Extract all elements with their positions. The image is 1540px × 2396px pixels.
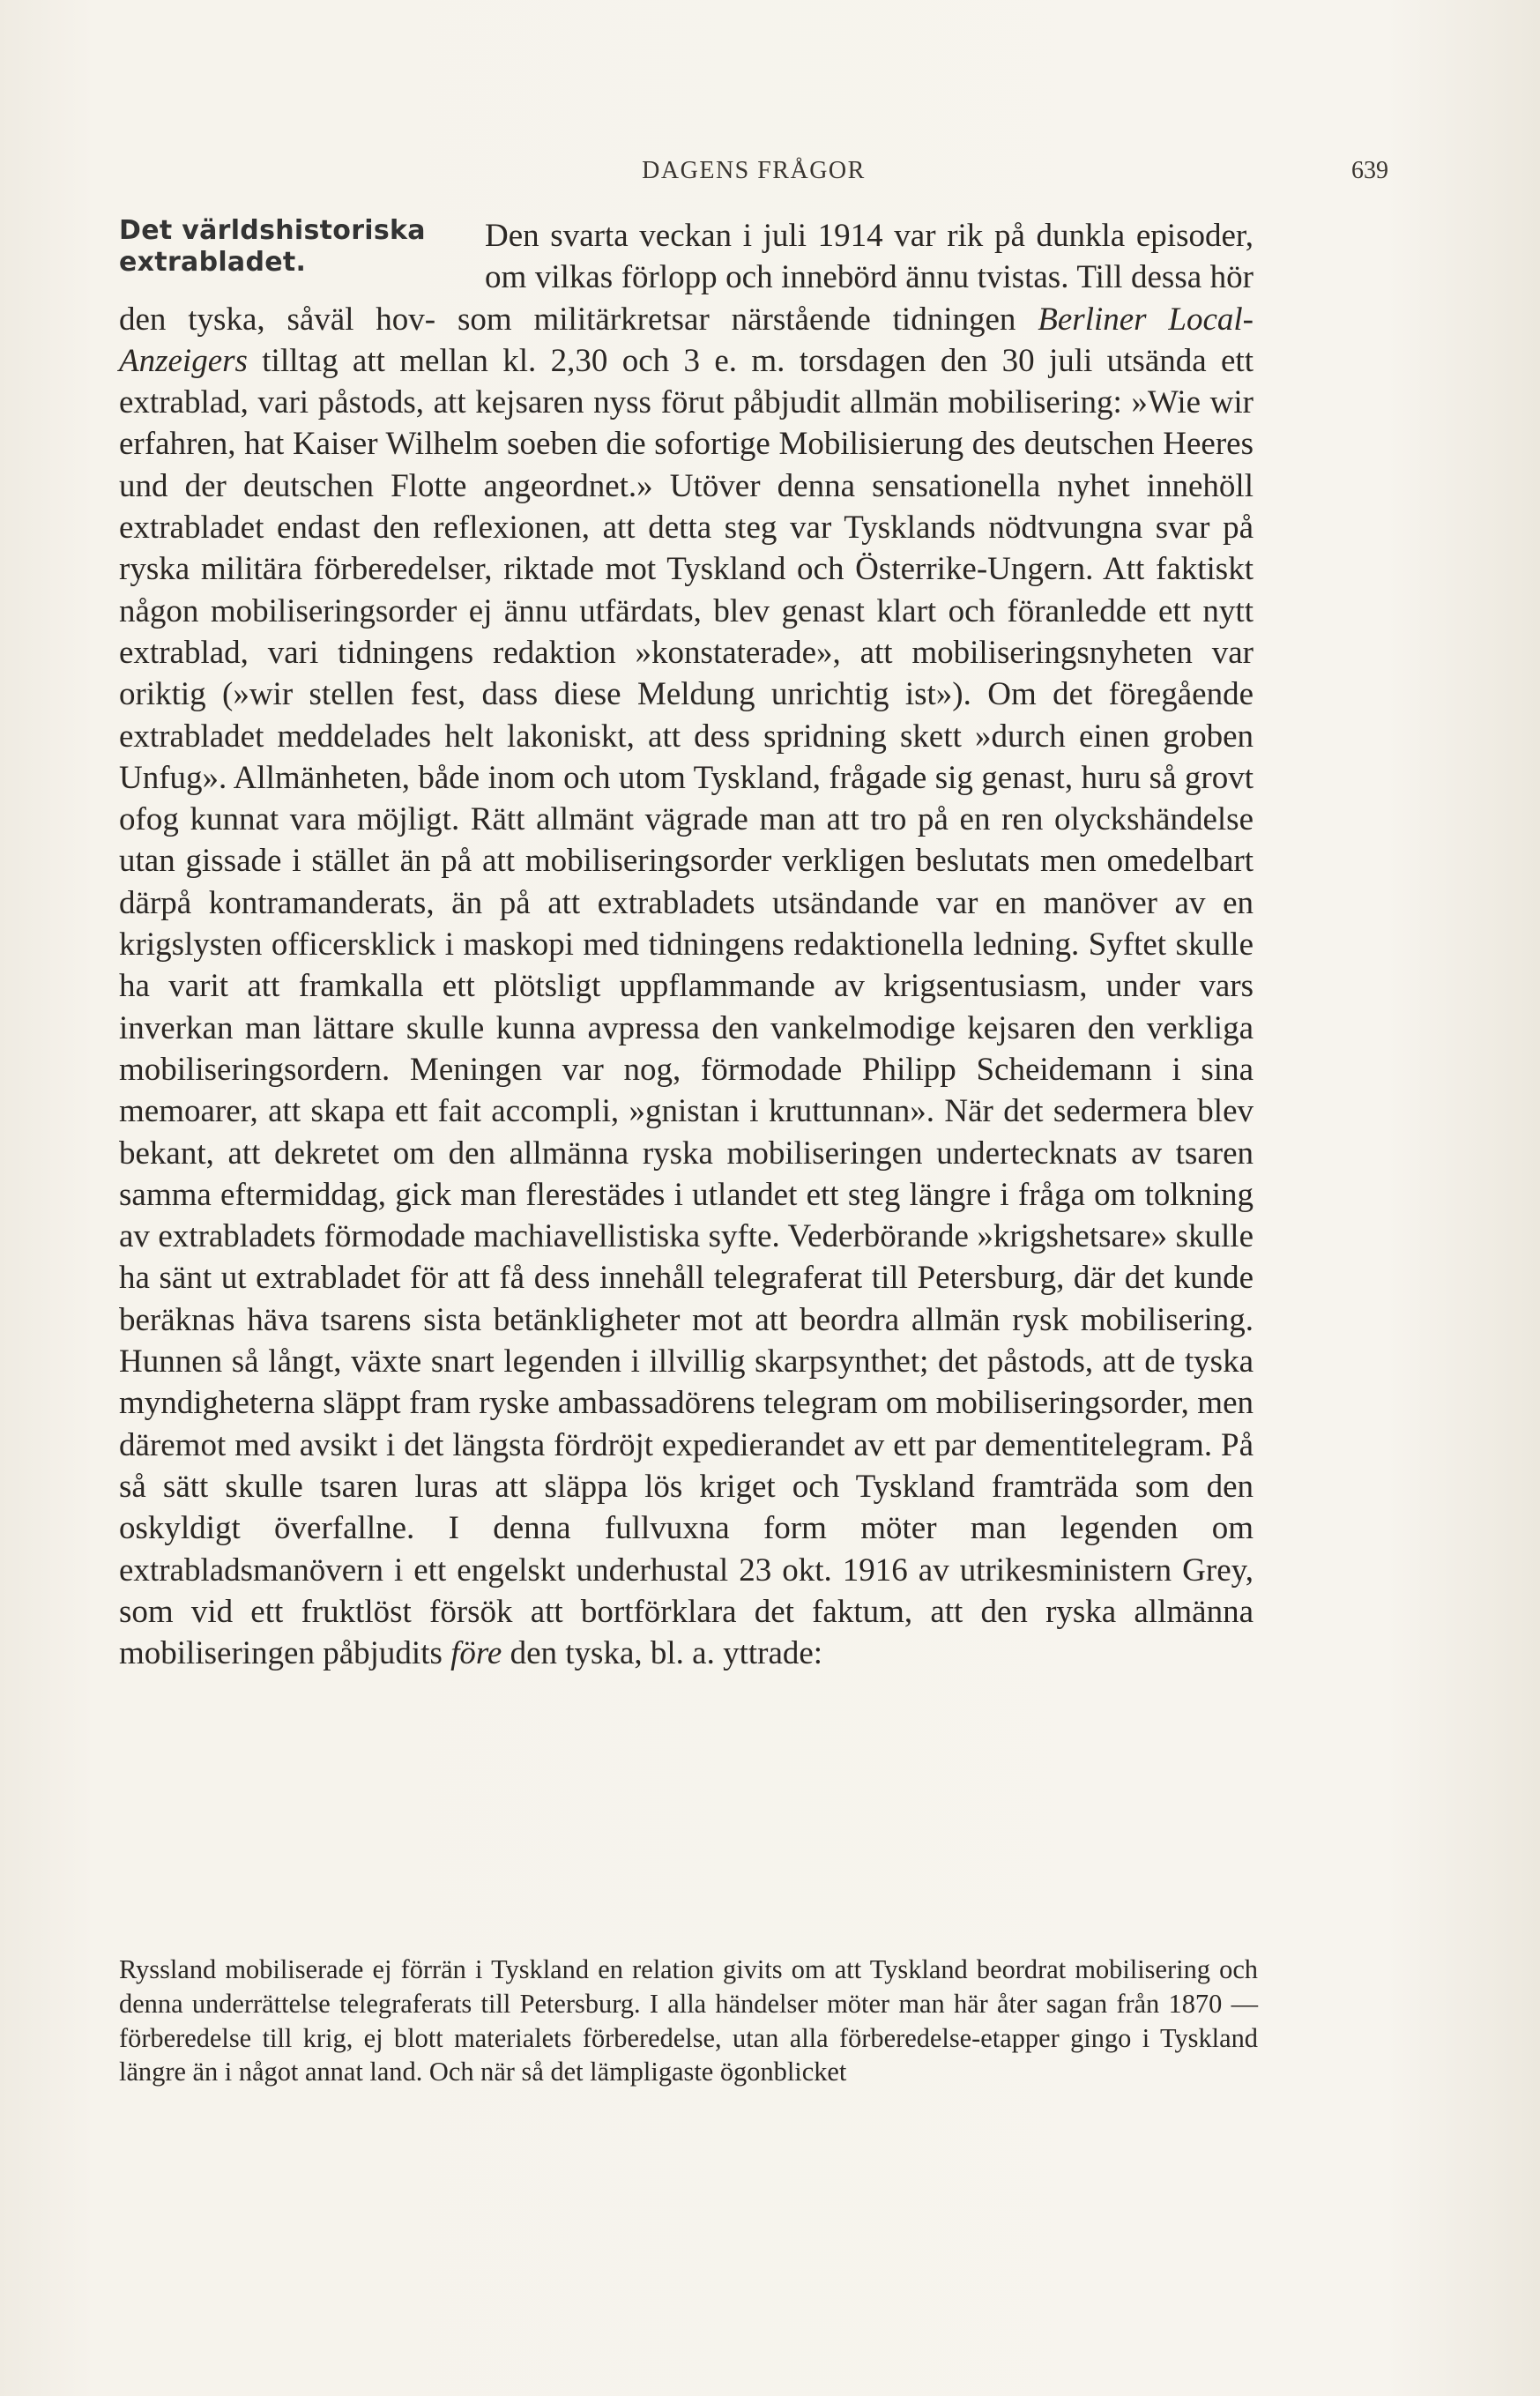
quote-text: Ryssland mobiliserade ej förrän i Tyskland en relation givits om att Tyskland beordrat mobilisering och denna underrättelse telegraferats till Petersburg. I alla händelser möter man här åter sagan från 1870 — förberedelse till krig, ej blott materialets förberedelse, utan alla förberedelse-etapper gingo i Tyskland längre än i något annat land. Och när så det lämpligaste ögonblicket [119, 1954, 1258, 2087]
article-body [119, 215, 1254, 1674]
page-header [119, 157, 1388, 192]
block-quote [119, 1953, 1258, 2089]
body-text-part-3: den tyska, bl. a. yttrade: [502, 1635, 823, 1672]
emphasis-word: före [450, 1635, 502, 1672]
marginal-heading-line-1: Det världshistoriska [119, 215, 426, 246]
body-paragraph [119, 215, 1254, 1674]
page-number: 639 [1351, 157, 1388, 184]
marginal-heading [119, 215, 467, 279]
newspaper-title: Berliner Local-Anzeigers [119, 301, 1254, 379]
running-title: DAGENS FRÅGOR [642, 157, 866, 184]
marginal-heading-line-2: extrabladet. [119, 247, 307, 278]
body-text-part-1: Den svarta veckan i juli 1914 var rik på dunkla episoder, om vilkas förlopp och innebörd ännu tvistas. Till dessa hör den tyska, såväl hov- som militärkretsar närstående tidningen [119, 218, 1254, 338]
body-text-part-2: tilltag att mellan kl. 2,30 och 3 e. m. torsdagen den 30 juli utsända ett extrablad, vari påstods, att kejsaren nyss förut påbjudit allmän mobilisering: »Wie wir erfahren, hat Kaiser Wilhelm soeben die sofortige Mobilisierung des deutschen Heeres und der deutschen Flotte angeordnet.» Utöver denna sensationella nyhet innehöll extrabladet endast den reflexionen, att detta steg var Tysklands nödtvungna svar på ryska militära förberedelser, riktade mot Tyskland och Österrike-Ungern. Att faktiskt någon mobiliseringsorder ej ännu utfärdats, blev genast klart och föranledde ett nytt extrablad, vari tidningens redaktion »konstaterade», att mobiliseringsnyheten var oriktig (»wir stellen fest, dass diese Meldung unrichtig ist»). Om det föregående extrabladet meddelades helt lakoniskt, att dess spridning skett »durch einen groben Unfug». Allmänheten, både inom och utom Tyskland, frågade sig genast, huru så grovt ofog kunnat vara möjligt. Rätt allmänt vägrade man att tro på en ren olyckshändelse utan gissade i stället än på att mobiliseringsorder verkligen beslutats men omedelbart därpå kontramanderats, än på att extrabladets utsändande var en manöver av en krigslysten officersklick i maskopi med tidningens redaktionella ledning. Syftet skulle ha varit att framkalla ett plötsligt uppflammande av krigsentusiasm, under vars inverkan man lättare skulle kunna avpressa den vankelmodige kejsaren den verkliga mobiliseringsordern. Meningen var nog, förmodade Philipp Scheidemann i sina memoarer, att skapa ett fait accompli, »gnistan i kruttunnan». När det sedermera blev bekant, att dekretet om den allmänna ryska mobiliseringen undertecknats av tsaren samma eftermiddag, gick man flerestädes i utlandet ett steg längre i fråga om tolkning av extrabladets förmodade machiavellistiska syfte. Vederbörande »krigshetsare» skulle ha sänt ut extrabladet för att få dess innehåll telegraferat till Petersburg, där det kunde beräknas häva tsarens sista betänkligheter mot att beordra allmän rysk mobilisering. Hunnen så långt, växte snart legenden i illvillig skarpsynthet; det påstods, att de tyska myndigheterna släppt fram ryske ambassadörens telegram om mobiliseringsorder, men däremot med avsikt i det längsta fördröjt expedierandet av ett par dementitelegram. På så sätt skulle tsaren luras att släppa lös kriget och Tyskland framträda som den oskyldigt överfallne. I denna fullvuxna form möter man legenden om extrabladsmanövern i ett engelskt underhustal 23 okt. 1916 av utrikesministern Grey, som vid ett fruktlöst försök att bortförklara det faktum, att den ryska allmänna mobiliseringen påbjudits [119, 342, 1254, 1672]
